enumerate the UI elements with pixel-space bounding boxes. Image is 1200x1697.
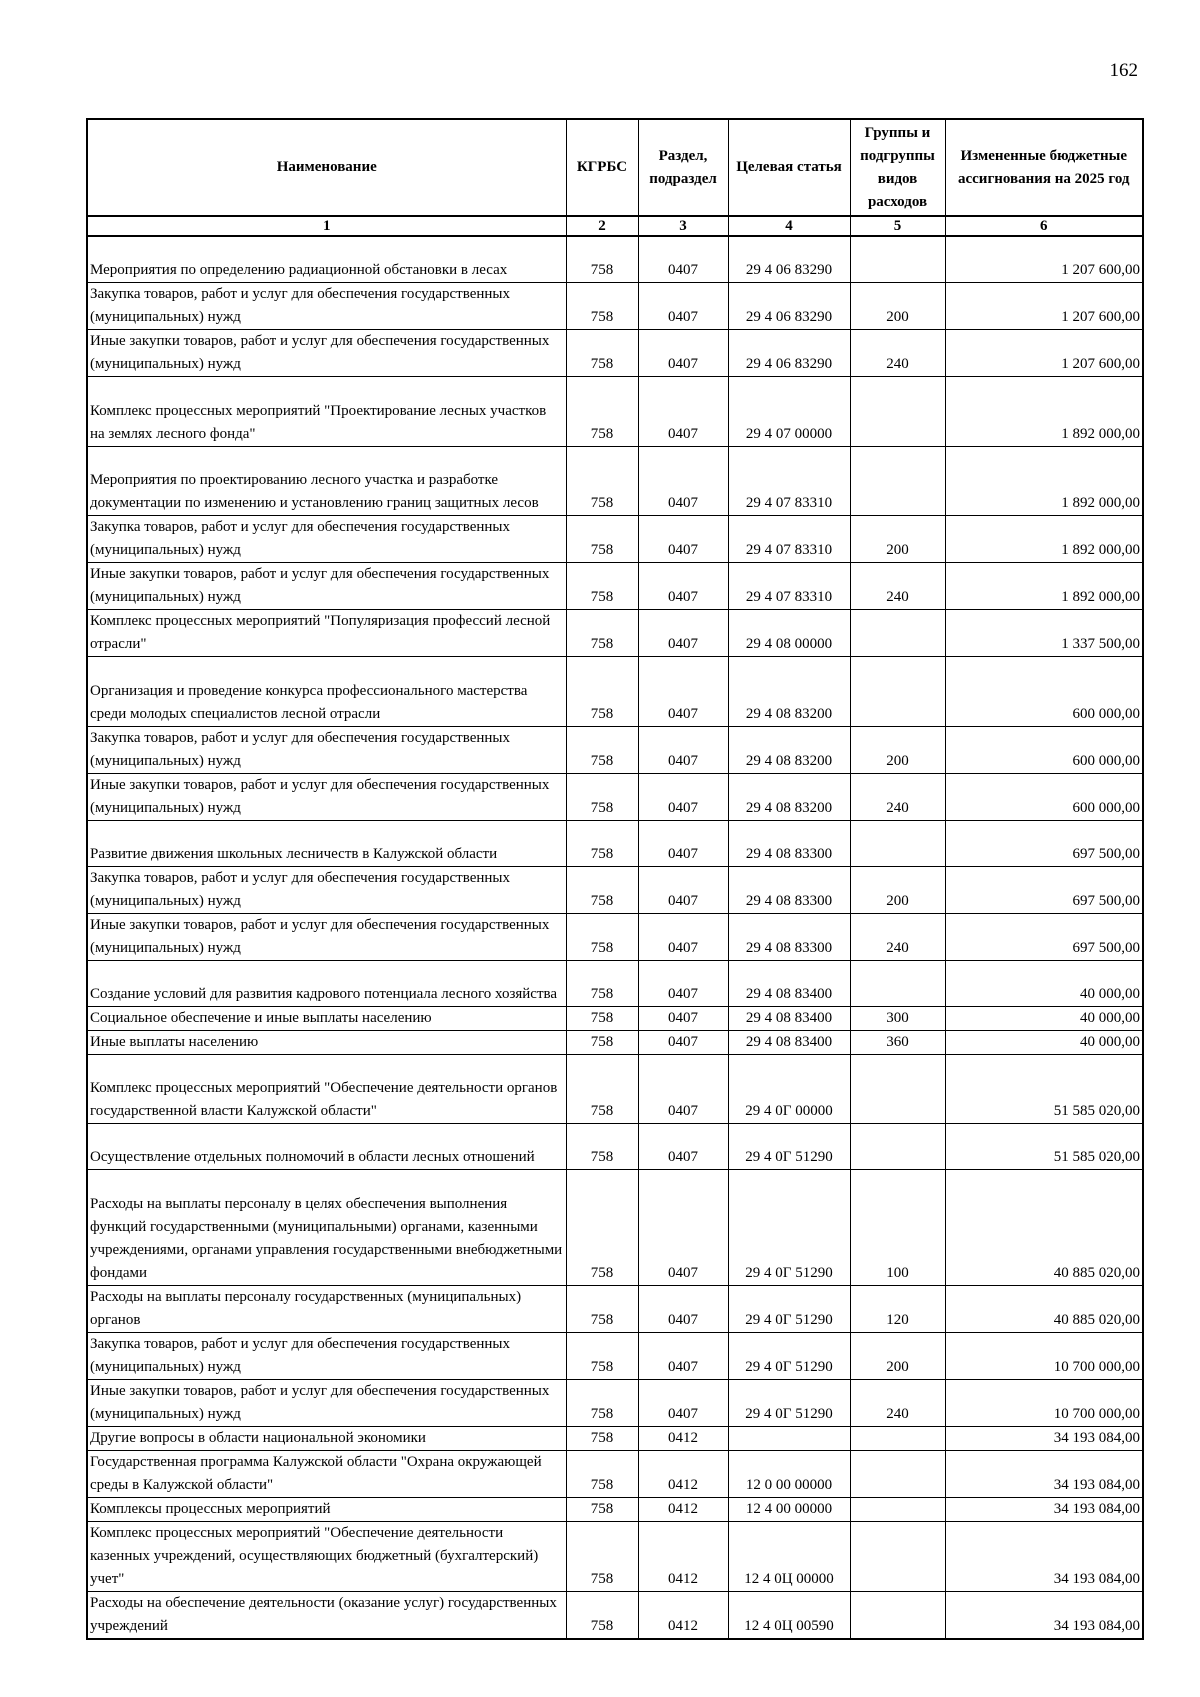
row-statya-cell: 12 0 00 00000 xyxy=(728,1450,850,1497)
row-razdel-cell: 0407 xyxy=(638,236,728,282)
row-name-cell: Иные закупки товаров, работ и услуг для обеспечения государственных (муниципальных) нужд xyxy=(87,773,566,820)
row-sum-cell: 697 500,00 xyxy=(945,866,1143,913)
col-number: 2 xyxy=(566,216,638,236)
row-vid-cell xyxy=(850,1521,945,1591)
row-razdel-cell: 0407 xyxy=(638,515,728,562)
table-row xyxy=(87,562,1143,609)
row-statya-cell: 12 4 00 00000 xyxy=(728,1497,850,1521)
row-vid-cell: 240 xyxy=(850,1379,945,1426)
row-vid-cell xyxy=(850,1497,945,1521)
col-number: 4 xyxy=(728,216,850,236)
row-vid-cell: 200 xyxy=(850,866,945,913)
row-sum-cell: 1 892 000,00 xyxy=(945,562,1143,609)
row-sum-cell: 34 193 084,00 xyxy=(945,1591,1143,1639)
table-row xyxy=(87,515,1143,562)
row-name-cell: Мероприятия по определению радиационной обстановки в лесах xyxy=(87,236,566,282)
table-row xyxy=(87,656,1143,726)
row-vid-cell xyxy=(850,236,945,282)
row-razdel-cell: 0407 xyxy=(638,1030,728,1054)
col-header-razdel: Раздел, подраздел xyxy=(638,119,728,216)
row-kgrbs-cell: 758 xyxy=(566,866,638,913)
row-statya-cell: 29 4 06 83290 xyxy=(728,329,850,376)
row-razdel-cell: 0407 xyxy=(638,282,728,329)
row-name-cell: Иные закупки товаров, работ и услуг для обеспечения государственных (муниципальных) нужд xyxy=(87,1379,566,1426)
row-statya-cell: 29 4 08 83200 xyxy=(728,656,850,726)
table-row xyxy=(87,236,1143,282)
row-kgrbs-cell: 758 xyxy=(566,1332,638,1379)
row-sum-cell: 1 892 000,00 xyxy=(945,446,1143,515)
row-kgrbs-cell: 758 xyxy=(566,329,638,376)
table-row xyxy=(87,1591,1143,1639)
row-sum-cell: 40 000,00 xyxy=(945,960,1143,1006)
row-name-cell: Создание условий для развития кадрового потенциала лесного хозяйства xyxy=(87,960,566,1006)
row-name-cell: Иные закупки товаров, работ и услуг для обеспечения государственных (муниципальных) нужд xyxy=(87,913,566,960)
row-name-cell: Комплексы процессных мероприятий xyxy=(87,1497,566,1521)
row-kgrbs-cell: 758 xyxy=(566,1521,638,1591)
row-vid-cell xyxy=(850,1591,945,1639)
row-vid-cell: 360 xyxy=(850,1030,945,1054)
table-row xyxy=(87,773,1143,820)
row-kgrbs-cell: 758 xyxy=(566,446,638,515)
col-header-sum: Измененные бюджетные ассигнования на 2025 год xyxy=(945,119,1143,216)
row-razdel-cell: 0407 xyxy=(638,562,728,609)
row-statya-cell: 29 4 07 83310 xyxy=(728,562,850,609)
row-vid-cell: 300 xyxy=(850,1006,945,1030)
row-sum-cell: 34 193 084,00 xyxy=(945,1450,1143,1497)
row-kgrbs-cell: 758 xyxy=(566,726,638,773)
row-vid-cell xyxy=(850,1426,945,1450)
col-number: 5 xyxy=(850,216,945,236)
row-name-cell: Комплекс процессных мероприятий "Популяризация профессий лесной отрасли" xyxy=(87,609,566,656)
col-header-name: Наименование xyxy=(87,119,566,216)
row-statya-cell: 29 4 08 00000 xyxy=(728,609,850,656)
row-kgrbs-cell: 758 xyxy=(566,1497,638,1521)
row-vid-cell xyxy=(850,960,945,1006)
row-kgrbs-cell: 758 xyxy=(566,1054,638,1123)
row-sum-cell: 697 500,00 xyxy=(945,820,1143,866)
row-vid-cell: 200 xyxy=(850,282,945,329)
row-name-cell: Осуществление отдельных полномочий в области лесных отношений xyxy=(87,1123,566,1169)
row-kgrbs-cell: 758 xyxy=(566,609,638,656)
row-vid-cell: 240 xyxy=(850,562,945,609)
row-razdel-cell: 0412 xyxy=(638,1497,728,1521)
table-row xyxy=(87,960,1143,1006)
row-sum-cell: 10 700 000,00 xyxy=(945,1379,1143,1426)
row-kgrbs-cell: 758 xyxy=(566,1426,638,1450)
row-kgrbs-cell: 758 xyxy=(566,960,638,1006)
row-razdel-cell: 0407 xyxy=(638,1285,728,1332)
row-vid-cell: 120 xyxy=(850,1285,945,1332)
table-row xyxy=(87,1379,1143,1426)
table-row xyxy=(87,1123,1143,1169)
col-header-kgrbs: КГРБС xyxy=(566,119,638,216)
row-razdel-cell: 0407 xyxy=(638,1006,728,1030)
row-statya-cell: 12 4 0Ц 00000 xyxy=(728,1521,850,1591)
row-name-cell: Закупка товаров, работ и услуг для обеспечения государственных (муниципальных) нужд xyxy=(87,1332,566,1379)
row-kgrbs-cell: 758 xyxy=(566,1591,638,1639)
row-sum-cell: 51 585 020,00 xyxy=(945,1054,1143,1123)
row-statya-cell: 29 4 06 83290 xyxy=(728,236,850,282)
row-sum-cell: 1 892 000,00 xyxy=(945,515,1143,562)
row-vid-cell xyxy=(850,1450,945,1497)
table-header-row xyxy=(87,119,1143,216)
column-number-row xyxy=(87,216,1143,236)
row-razdel-cell: 0407 xyxy=(638,1054,728,1123)
row-sum-cell: 600 000,00 xyxy=(945,656,1143,726)
row-name-cell: Расходы на выплаты персоналу государственных (муниципальных) органов xyxy=(87,1285,566,1332)
table-row xyxy=(87,1450,1143,1497)
row-kgrbs-cell: 758 xyxy=(566,1006,638,1030)
row-kgrbs-cell: 758 xyxy=(566,820,638,866)
row-sum-cell: 1 337 500,00 xyxy=(945,609,1143,656)
row-name-cell: Закупка товаров, работ и услуг для обеспечения государственных (муниципальных) нужд xyxy=(87,726,566,773)
col-header-statya: Целевая статья xyxy=(728,119,850,216)
row-statya-cell: 29 4 07 83310 xyxy=(728,446,850,515)
table-row xyxy=(87,820,1143,866)
row-name-cell: Мероприятия по проектированию лесного участка и разработке документации по изменению и установлению границ защитных лесов xyxy=(87,446,566,515)
col-number: 1 xyxy=(87,216,566,236)
row-kgrbs-cell: 758 xyxy=(566,1169,638,1285)
row-name-cell: Другие вопросы в области национальной экономики xyxy=(87,1426,566,1450)
row-sum-cell: 34 193 084,00 xyxy=(945,1426,1143,1450)
row-sum-cell: 1 892 000,00 xyxy=(945,376,1143,446)
row-kgrbs-cell: 758 xyxy=(566,773,638,820)
row-razdel-cell: 0407 xyxy=(638,1332,728,1379)
row-statya-cell: 29 4 0Г 51290 xyxy=(728,1123,850,1169)
row-name-cell: Социальное обеспечение и иные выплаты населению xyxy=(87,1006,566,1030)
row-statya-cell: 29 4 0Г 51290 xyxy=(728,1285,850,1332)
table-row xyxy=(87,329,1143,376)
row-razdel-cell: 0412 xyxy=(638,1521,728,1591)
table-row xyxy=(87,1285,1143,1332)
row-vid-cell: 200 xyxy=(850,515,945,562)
row-vid-cell: 240 xyxy=(850,329,945,376)
row-razdel-cell: 0407 xyxy=(638,656,728,726)
row-statya-cell: 29 4 08 83300 xyxy=(728,913,850,960)
row-name-cell: Иные закупки товаров, работ и услуг для обеспечения государственных (муниципальных) нужд xyxy=(87,562,566,609)
row-razdel-cell: 0412 xyxy=(638,1426,728,1450)
row-sum-cell: 34 193 084,00 xyxy=(945,1521,1143,1591)
row-sum-cell: 600 000,00 xyxy=(945,726,1143,773)
row-sum-cell: 40 000,00 xyxy=(945,1006,1143,1030)
row-statya-cell: 29 4 0Г 51290 xyxy=(728,1332,850,1379)
row-razdel-cell: 0407 xyxy=(638,820,728,866)
row-statya-cell: 29 4 08 83300 xyxy=(728,866,850,913)
row-razdel-cell: 0407 xyxy=(638,773,728,820)
row-statya-cell: 29 4 08 83400 xyxy=(728,1006,850,1030)
row-name-cell: Закупка товаров, работ и услуг для обеспечения государственных (муниципальных) нужд xyxy=(87,866,566,913)
row-kgrbs-cell: 758 xyxy=(566,1030,638,1054)
row-statya-cell: 29 4 0Г 51290 xyxy=(728,1379,850,1426)
table-row xyxy=(87,282,1143,329)
row-razdel-cell: 0407 xyxy=(638,960,728,1006)
row-sum-cell: 40 000,00 xyxy=(945,1030,1143,1054)
row-sum-cell: 10 700 000,00 xyxy=(945,1332,1143,1379)
row-vid-cell: 240 xyxy=(850,913,945,960)
row-razdel-cell: 0407 xyxy=(638,1379,728,1426)
row-statya-cell: 29 4 08 83300 xyxy=(728,820,850,866)
row-name-cell: Комплекс процессных мероприятий "Обеспечение деятельности органов государственной власти Калужской области" xyxy=(87,1054,566,1123)
table-row xyxy=(87,1521,1143,1591)
table-row xyxy=(87,1497,1143,1521)
row-name-cell: Комплекс процессных мероприятий "Обеспечение деятельности казенных учреждений, осуществляющих бюджетный (бухгалтерский) учет" xyxy=(87,1521,566,1591)
row-razdel-cell: 0407 xyxy=(638,329,728,376)
table-body xyxy=(87,236,1143,1639)
page-number: 162 xyxy=(1109,60,1138,81)
table-row xyxy=(87,1054,1143,1123)
row-sum-cell: 697 500,00 xyxy=(945,913,1143,960)
row-razdel-cell: 0412 xyxy=(638,1591,728,1639)
row-razdel-cell: 0407 xyxy=(638,1169,728,1285)
table-row xyxy=(87,1030,1143,1054)
row-statya-cell: 29 4 08 83200 xyxy=(728,726,850,773)
row-kgrbs-cell: 758 xyxy=(566,656,638,726)
row-sum-cell: 1 207 600,00 xyxy=(945,282,1143,329)
row-name-cell: Иные выплаты населению xyxy=(87,1030,566,1054)
table-row xyxy=(87,1332,1143,1379)
row-name-cell: Закупка товаров, работ и услуг для обеспечения государственных (муниципальных) нужд xyxy=(87,515,566,562)
row-razdel-cell: 0407 xyxy=(638,866,728,913)
col-header-vid: Группы и подгруппы видов расходов xyxy=(850,119,945,216)
row-kgrbs-cell: 758 xyxy=(566,562,638,609)
col-number: 3 xyxy=(638,216,728,236)
row-vid-cell: 200 xyxy=(850,1332,945,1379)
row-name-cell: Организация и проведение конкурса профессионального мастерства среди молодых специалистов лесной отрасли xyxy=(87,656,566,726)
budget-table xyxy=(86,118,1144,1640)
row-sum-cell: 1 207 600,00 xyxy=(945,329,1143,376)
row-name-cell: Государственная программа Калужской области "Охрана окружающей среды в Калужской области" xyxy=(87,1450,566,1497)
row-vid-cell xyxy=(850,820,945,866)
row-razdel-cell: 0407 xyxy=(638,446,728,515)
table-row xyxy=(87,1426,1143,1450)
row-name-cell: Расходы на выплаты персоналу в целях обеспечения выполнения функций государственными (муниципальными) органами, казенными учреждениями, органами управления государственными внебюджетными фондами xyxy=(87,1169,566,1285)
row-kgrbs-cell: 758 xyxy=(566,1285,638,1332)
row-vid-cell xyxy=(850,446,945,515)
table-row xyxy=(87,609,1143,656)
row-kgrbs-cell: 758 xyxy=(566,282,638,329)
row-kgrbs-cell: 758 xyxy=(566,376,638,446)
row-vid-cell xyxy=(850,1054,945,1123)
row-sum-cell: 51 585 020,00 xyxy=(945,1123,1143,1169)
row-statya-cell: 29 4 0Г 51290 xyxy=(728,1169,850,1285)
row-kgrbs-cell: 758 xyxy=(566,913,638,960)
row-vid-cell xyxy=(850,376,945,446)
row-statya-cell: 12 4 0Ц 00590 xyxy=(728,1591,850,1639)
row-razdel-cell: 0407 xyxy=(638,609,728,656)
row-kgrbs-cell: 758 xyxy=(566,1450,638,1497)
row-statya-cell: 29 4 08 83400 xyxy=(728,1030,850,1054)
table-row xyxy=(87,446,1143,515)
row-vid-cell xyxy=(850,609,945,656)
row-statya-cell: 29 4 08 83200 xyxy=(728,773,850,820)
row-vid-cell: 200 xyxy=(850,726,945,773)
table-row xyxy=(87,1006,1143,1030)
row-razdel-cell: 0407 xyxy=(638,1123,728,1169)
row-statya-cell: 29 4 0Г 00000 xyxy=(728,1054,850,1123)
row-name-cell: Иные закупки товаров, работ и услуг для обеспечения государственных (муниципальных) нужд xyxy=(87,329,566,376)
row-razdel-cell: 0407 xyxy=(638,913,728,960)
row-kgrbs-cell: 758 xyxy=(566,1379,638,1426)
row-vid-cell xyxy=(850,656,945,726)
row-vid-cell: 100 xyxy=(850,1169,945,1285)
row-sum-cell: 1 207 600,00 xyxy=(945,236,1143,282)
table-row xyxy=(87,726,1143,773)
row-kgrbs-cell: 758 xyxy=(566,1123,638,1169)
row-kgrbs-cell: 758 xyxy=(566,236,638,282)
col-number: 6 xyxy=(945,216,1143,236)
row-sum-cell: 600 000,00 xyxy=(945,773,1143,820)
table-row xyxy=(87,376,1143,446)
table-row xyxy=(87,1169,1143,1285)
row-statya-cell xyxy=(728,1426,850,1450)
row-name-cell: Комплекс процессных мероприятий "Проектирование лесных участков на землях лесного фонда" xyxy=(87,376,566,446)
row-kgrbs-cell: 758 xyxy=(566,515,638,562)
row-statya-cell: 29 4 07 83310 xyxy=(728,515,850,562)
row-statya-cell: 29 4 08 83400 xyxy=(728,960,850,1006)
row-statya-cell: 29 4 06 83290 xyxy=(728,282,850,329)
row-vid-cell: 240 xyxy=(850,773,945,820)
row-statya-cell: 29 4 07 00000 xyxy=(728,376,850,446)
row-razdel-cell: 0407 xyxy=(638,726,728,773)
row-sum-cell: 40 885 020,00 xyxy=(945,1169,1143,1285)
row-razdel-cell: 0407 xyxy=(638,376,728,446)
row-name-cell: Закупка товаров, работ и услуг для обеспечения государственных (муниципальных) нужд xyxy=(87,282,566,329)
row-vid-cell xyxy=(850,1123,945,1169)
row-sum-cell: 34 193 084,00 xyxy=(945,1497,1143,1521)
row-name-cell: Развитие движения школьных лесничеств в Калужской области xyxy=(87,820,566,866)
table-row xyxy=(87,866,1143,913)
row-razdel-cell: 0412 xyxy=(638,1450,728,1497)
table-row xyxy=(87,913,1143,960)
row-sum-cell: 40 885 020,00 xyxy=(945,1285,1143,1332)
row-name-cell: Расходы на обеспечение деятельности (оказание услуг) государственных учреждений xyxy=(87,1591,566,1639)
